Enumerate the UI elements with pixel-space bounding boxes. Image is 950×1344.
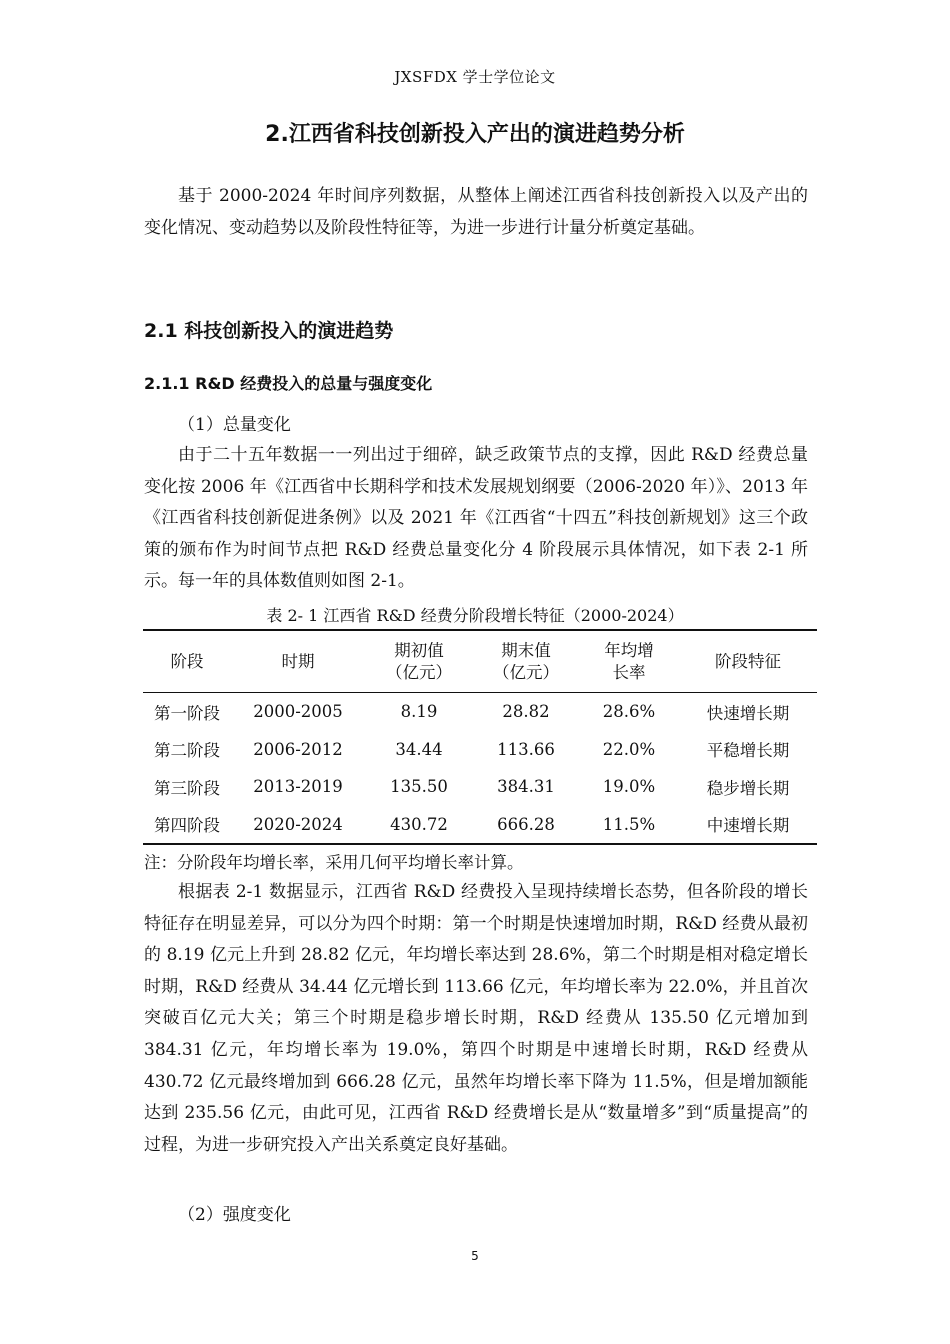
chapter-title: 2.江西省科技创新投入产出的演进趋势分析 [265, 122, 685, 147]
table-cell: 34.44 [395, 739, 443, 759]
table-cell: 第二阶段 [154, 741, 220, 761]
subsection-heading: 2.1.1 R&D 经费投入的总量与强度变化 [144, 374, 433, 393]
table-cell: 11.5% [602, 814, 656, 834]
subheading-total-change: （1）总量变化 [178, 415, 291, 435]
table-cell: 430.72 [390, 814, 448, 834]
table-cell: 第四阶段 [154, 816, 220, 836]
header-cell: 阶段特征 [715, 651, 781, 671]
table-cell: 快速增长期 [706, 703, 790, 723]
table-header-row [143, 630, 817, 693]
table-cell: 384.31 [497, 777, 555, 797]
header-cell: 期末值 （亿元） [493, 640, 559, 682]
table-row [143, 731, 817, 769]
subheading-intensity-change: （2）强度变化 [178, 1205, 291, 1225]
table-cell: 8.19 [400, 702, 438, 722]
table-cell: 2013-2019 [253, 777, 343, 797]
table-row [143, 768, 817, 806]
table-cell: 第三阶段 [154, 778, 220, 798]
page-number: 5 [471, 1249, 479, 1263]
intro-paragraph: 基于 2000-2024 年时间序列数据，从整体上阐述江西省科技创新投入以及产出的变化情况、变动趋势以及阶段性特征等，为进一步进行计量分析奠定基础。 [144, 186, 808, 238]
total-change-paragraph: 由于二十五年数据一一列出过于细碎，缺乏政策节点的支撑，因此 R&D 经费总量变化按 2006 年《江西省中长期科学和技术发展规划纲要（2006-2020 年）》、2013 年《江西省科技创新促进条例》以及 2021 年《江西省“十四五”科技创新规划》这三个政策的颁布作为时间节点把 R&D 经费总量变化分 4 阶段展示具体情况，如下表 2-1 所示。每一年的具体数值则如图 2-1。 [144, 445, 808, 592]
header-cell: 阶段 [170, 651, 204, 671]
header-cell: 年均增 长率 [604, 640, 654, 682]
table-cell: 2000-2005 [253, 702, 343, 722]
rd-stage-table [143, 629, 817, 845]
table-row [143, 693, 817, 731]
table-cell: 666.28 [497, 814, 555, 834]
table-caption: 表 2- 1 江西省 R&D 经费分阶段增长特征（2000-2024） [266, 606, 684, 625]
header-cell: 时期 [281, 651, 315, 671]
table-cell: 2020-2024 [253, 814, 343, 834]
table-cell: 22.0% [602, 739, 656, 759]
table-cell: 第一阶段 [154, 703, 220, 723]
running-header: JXSFDX 学士学位论文 [394, 68, 556, 86]
table-cell: 2006-2012 [253, 739, 343, 759]
table-row [143, 806, 817, 845]
table-cell: 28.82 [502, 702, 550, 722]
table-note: 注：分阶段年均增长率，采用几何平均增长率计算。 [144, 853, 524, 872]
table-cell: 28.6% [602, 702, 656, 722]
section-heading: 2.1 科技创新投入的演进趋势 [144, 320, 394, 342]
table-cell: 平稳增长期 [706, 741, 790, 761]
table-cell: 中速增长期 [706, 816, 790, 836]
table-cell: 稳步增长期 [706, 778, 790, 798]
table-cell: 19.0% [602, 777, 656, 797]
table-cell: 135.50 [390, 777, 448, 797]
header-cell: 期初值 （亿元） [386, 640, 452, 682]
analysis-paragraph: 根据表 2-1 数据显示，江西省 R&D 经费投入呈现持续增长态势，但各阶段的增长特征存在明显差异，可以分为四个时期：第一个时期是快速增加时期，R&D 经费从最初的 8.19 亿元上升到 28.82 亿元，年均增长率达到 28.6%，第二个时期是相对稳定增长时期，R&D 经费从 34.44 亿元增长到 113.66 亿元，年均增长率为 22.0%，并且首次突破百亿元大关；第三个时期是稳步增长时期，R&D 经费从 135.50 亿元增加到 384.31 亿元，年均增长率为 19.0%，第四个时期是中速增长时期，R&D 经费从 430.72 亿元最终增加到 666.28 亿元，虽然年均增长率下降为 11.5%，但是增加额能达到 235.56 亿元，由此可见，江西省 R&D 经费增长是从“数量增多”到“质量提高”的过程，为进一步研究投入产出关系奠定良好基础。 [144, 882, 808, 1155]
table-cell: 113.66 [497, 739, 555, 759]
